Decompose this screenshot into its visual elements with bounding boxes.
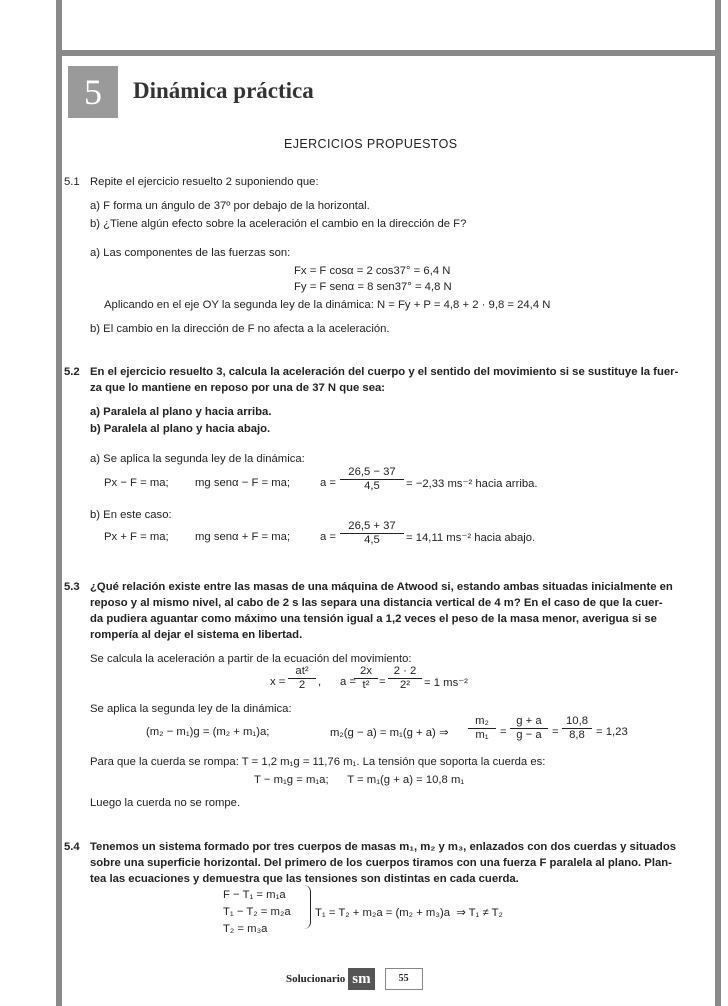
exercise-statement: da pudiera aguantar como máximo una tensión igual a 1,2 veces el peso de la masa menor, averigua si se — [90, 613, 657, 625]
chapter-number: 5 — [68, 66, 118, 118]
equation: T − m₁g = m₁a; T = m₁(g + a) = 10,8 m₁ — [254, 774, 465, 786]
fraction — [468, 715, 496, 742]
chapter-title: Dinámica práctica — [133, 78, 314, 103]
denominator: 4,5 — [364, 480, 380, 492]
publisher-logo: sm — [348, 968, 374, 990]
numerator: 26,5 + 37 — [340, 520, 404, 534]
equation-result: = 1 ms⁻² — [424, 677, 468, 689]
exercise-part-b: b) Paralela al plano y hacia abajo. — [90, 423, 271, 435]
exercise-statement: rompería al dejar el sistema en libertad. — [90, 629, 303, 641]
equation: a = — [320, 531, 337, 543]
numerator: 26,5 − 37 — [340, 466, 404, 480]
equation: Fy = F senα = 8 sen37° = 4,8 N — [294, 281, 452, 293]
exercise-statement: sobre una superficie horizontal. Del primero de los cuerpos tiramos con una fuerza F paralela al plano. Plan- — [90, 857, 672, 869]
header-band — [56, 50, 721, 56]
exercise-statement: Tenemos un sistema formado por tres cuerpos de masas m₁, m₂ y m₃, enlazados con dos cuerdas y situados — [90, 841, 677, 853]
solution-b: b) El cambio en la dirección de F no afecta a la aceleración. — [90, 323, 390, 335]
conclusion: Luego la cuerda no se rompe. — [90, 797, 241, 809]
exercise-statement: ¿Qué relación existe entre las masas de una máquina de Atwood si, estando ambas situadas inicialmente en — [90, 581, 673, 593]
equation-result: = 14,11 ms⁻² hacia abajo. — [406, 532, 536, 544]
equation: mg senα + F = ma; — [195, 531, 291, 543]
solution-b: b) En este caso: — [90, 509, 172, 521]
system-brace — [304, 885, 311, 929]
fraction — [388, 665, 422, 692]
exercise-statement: Repite el ejercicio resuelto 2 suponiendo que: — [90, 176, 319, 188]
solution-text: Se aplica la segunda ley de la dinámica: — [90, 703, 292, 715]
exercise-part-a: a) F forma un ángulo de 37º por debajo de la horizontal. — [90, 200, 370, 212]
equation-result: = −2,33 ms⁻² hacia arriba. — [406, 478, 538, 490]
denominator: 8,8 — [569, 729, 585, 741]
exercise-number: 5.2 — [64, 366, 80, 378]
equation: = — [500, 726, 507, 738]
solution-text: Se calcula la aceleración a partir de la ecuación del movimiento: — [90, 653, 412, 665]
equation: F − T₁ = m₁a — [223, 889, 286, 901]
solution-a: a) Las componentes de las fuerzas son: — [90, 247, 291, 259]
equation: Px − F = ma; — [104, 477, 169, 489]
numerator: 2 · 2 — [388, 665, 422, 679]
exercise-number: 5.3 — [64, 581, 80, 593]
equation: Px + F = ma; — [104, 531, 169, 543]
equation: Fx = F cosα = 2 cos37° = 6,4 N — [294, 265, 451, 277]
page-footer — [286, 968, 423, 990]
solution-a: a) Se aplica la segunda ley de la dinámica: — [90, 453, 305, 465]
fraction — [340, 520, 404, 547]
exercise-statement: za que lo mantiene en reposo por una de 37 N que sea: — [90, 382, 386, 394]
equation-result: = 1,23 — [596, 726, 628, 738]
equation: = — [379, 676, 386, 688]
equation: T₂ = m₃a — [223, 923, 268, 935]
fraction — [562, 715, 592, 742]
exercise-statement: reposo y al mismo nivel, al cabo de 2 s las separa una distancia vertical de 4 m? En el caso de que la cuer- — [90, 597, 663, 609]
footer-label: Solucionario — [286, 973, 346, 985]
solution-text: Aplicando en el eje OY la segunda ley de la dinámica: N = Fy + P = 4,8 + 2 · 9,8 = 24,4 N — [104, 299, 551, 311]
fraction — [354, 665, 378, 692]
denominator: 4,5 — [364, 534, 380, 546]
exercise-statement: En el ejercicio resuelto 3, calcula la aceleración del cuerpo y el sentido del movimiento si se sustituye la fuer- — [90, 366, 679, 378]
page-number: 55 — [385, 968, 423, 990]
equation: m₂(g − a) = m₁(g + a) ⇒ — [330, 727, 449, 739]
fraction — [288, 665, 316, 692]
denominator: t² — [362, 679, 370, 691]
solution-text: Para que la cuerda se rompa: T = 1,2 m₁g = 11,76 m₁. La tensión que soporta la cuerda es: — [90, 756, 546, 768]
exercise-part-a: a) Paralela al plano y hacia arriba. — [90, 406, 272, 418]
exercise-statement: tea las ecuaciones y demuestra que las tensiones son distintas en cada cuerda. — [90, 873, 519, 885]
equation: = — [552, 726, 559, 738]
fraction — [340, 466, 404, 493]
denominator: m₁ — [475, 729, 489, 741]
section-title: EJERCICIOS PROPUESTOS — [284, 137, 458, 151]
equation: T₁ − T₂ = m₂a — [223, 906, 291, 918]
numerator: 10,8 — [562, 715, 592, 729]
denominator: g − a — [516, 729, 542, 741]
fraction — [510, 715, 548, 742]
equation: mg senα − F = ma; — [195, 477, 291, 489]
exercise-part-b: b) ¿Tiene algún efecto sobre la aceleración el cambio en la dirección de F? — [90, 218, 467, 230]
exercise-number: 5.1 — [64, 176, 80, 188]
equation: , a = — [318, 676, 356, 688]
denominator: 2² — [399, 679, 411, 691]
exercise-number: 5.4 — [64, 841, 80, 853]
numerator: m₂ — [468, 715, 496, 729]
numerator: g + a — [510, 715, 548, 729]
equation: x = — [270, 676, 286, 688]
denominator: 2 — [298, 679, 306, 691]
equation-result: T₁ = T₂ + m₂a = (m₂ + m₃)a ⇒ T₁ ≠ T₂ — [315, 907, 503, 919]
numerator: 2x — [354, 665, 378, 679]
numerator: at² — [288, 665, 316, 679]
equation: (m₂ − m₁)g = (m₂ + m₁)a; — [146, 726, 270, 738]
equation: a = — [320, 477, 337, 489]
